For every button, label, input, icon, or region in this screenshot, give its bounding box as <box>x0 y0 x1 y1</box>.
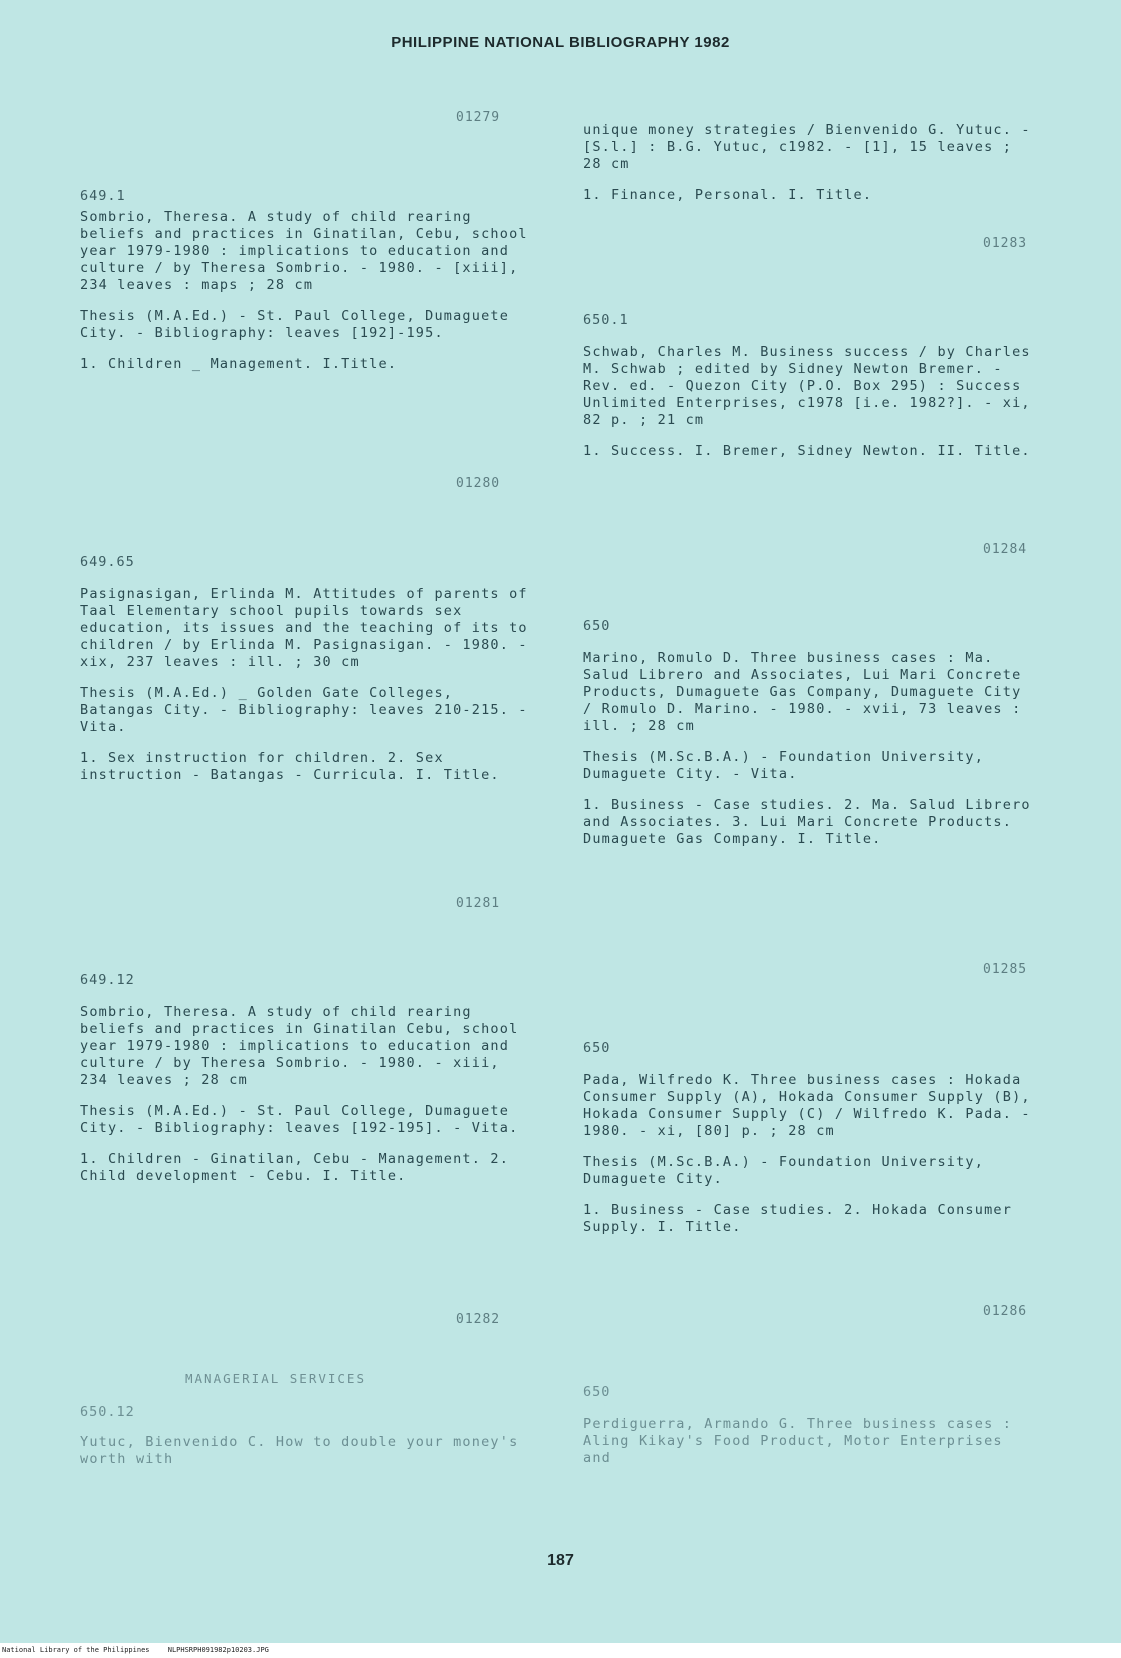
entry-description: unique money strategies / Bienvenido G. Yutuc. - [S.l.] : B.G. Yutuc, c1982. - [1], 15 leaves ; 28 cm <box>583 122 1031 172</box>
entry-description: Sombrio, Theresa. A study of child rearing beliefs and practices in Ginatilan Cebu, school year 1979-1980 : implications to education and culture / by Theresa Sombrio. - 1980. - xiii, 234 leaves ; 28 cm <box>80 1004 519 1088</box>
footer-file: NLPHSRPH091982p10203.JPG <box>167 1646 269 1654</box>
accession-number: 01286 <box>983 1304 1028 1319</box>
entry-subjects: 1. Business - Case studies. 2. Hokada Consumer Supply. I. Title. <box>583 1202 1013 1235</box>
bibliographic-entry <box>80 1404 530 1482</box>
entry-subjects: 1. Business - Case studies. 2. Ma. Salud Librero and Associates. 3. Lui Mari Concrete Products. Dumaguete Gas Company. I. Title. <box>583 797 1031 847</box>
page-number: 187 <box>547 1552 574 1569</box>
entry-subjects: 1. Success. I. Bremer, Sidney Newton. II. Title. <box>583 443 1031 459</box>
accession-number: 01280 <box>456 476 501 491</box>
entry-note: Thesis (M.A.Ed.) - St. Paul College, Dumaguete City. - Bibliography: leaves [192-195]. - Vita. <box>80 1103 519 1136</box>
entry-description: Pasignasigan, Erlinda M. Attitudes of parents of Taal Elementary school pupils towards sex education, its issues and the teaching of its to children / by Erlinda M. Pasignasigan. - 1980. - xix, 237 leaves : ill. ; 30 cm <box>80 586 528 670</box>
entry-note: Thesis (M.A.Ed.) _ Golden Gate Colleges, Batangas City. - Bibliography: leaves 210-215. - Vita. <box>80 685 528 735</box>
section-heading: MANAGERIAL SERVICES <box>185 1371 366 1386</box>
accession-number: 01282 <box>456 1312 501 1327</box>
classification-number: 649.12 <box>80 972 135 988</box>
accession-number: 01284 <box>983 542 1028 557</box>
bibliographic-entry <box>80 972 530 1199</box>
classification-number: 650.1 <box>583 312 629 328</box>
page-header: PHILIPPINE NATIONAL BIBLIOGRAPHY 1982 <box>391 34 730 51</box>
bibliographic-entry <box>80 188 530 387</box>
scan-footer <box>0 1643 1121 1658</box>
classification-number: 650.12 <box>80 1404 135 1420</box>
accession-number: 01283 <box>983 236 1028 251</box>
bibliographic-entry-continued <box>583 122 1033 218</box>
bibliographic-entry <box>583 1384 1033 1481</box>
accession-number: 01281 <box>456 896 501 911</box>
entry-description: Perdiguerra, Armando G. Three business cases : Aling Kikay's Food Product, Motor Enterprises and <box>583 1416 1013 1466</box>
entry-description: Schwab, Charles M. Business success / by Charles M. Schwab ; edited by Sidney Newton Bremer. - Rev. ed. - Quezon City (P.O. Box 295) : Success Unlimited Enterprises, c1978 [i.e. 1982?]. - xi, 82 p. ; 21 cm <box>583 344 1031 428</box>
entry-note: Thesis (M.Sc.B.A.) - Foundation University, Dumaguete City. - Vita. <box>583 749 985 782</box>
entry-subjects: 1. Children - Ginatilan, Cebu - Management. 2. Child development - Cebu. I. Title. <box>80 1151 510 1184</box>
footer-library: National Library of the Philippines <box>2 1646 150 1654</box>
entry-subjects: 1. Sex instruction for children. 2. Sex instruction - Batangas - Curricula. I. Title. <box>80 750 500 783</box>
bibliographic-entry <box>583 1040 1033 1250</box>
bibliographic-entry <box>583 618 1033 862</box>
classification-number: 650 <box>583 1040 611 1056</box>
entry-subjects: 1. Children _ Management. I.Title. <box>80 356 398 372</box>
entry-description: Pada, Wilfredo K. Three business cases : Hokada Consumer Supply (A), Hokada Consumer Supply (B), Hokada Consumer Supply (C) / Wilfredo K. Pada. - 1980. - xi, [80] p. ; 28 cm <box>583 1072 1031 1139</box>
accession-number: 01279 <box>456 110 501 125</box>
entry-description: Yutuc, Bienvenido C. How to double your money's worth with <box>80 1434 519 1467</box>
entry-note: Thesis (M.Sc.B.A.) - Foundation University, Dumaguete City. <box>583 1154 985 1187</box>
bibliographic-entry <box>583 312 1033 474</box>
entry-note: Thesis (M.A.Ed.) - St. Paul College, Dumaguete City. - Bibliography: leaves [192]-195. <box>80 308 510 341</box>
entry-subjects: 1. Finance, Personal. I. Title. <box>583 187 873 203</box>
classification-number: 650 <box>583 1384 611 1400</box>
classification-number: 649.65 <box>80 554 135 570</box>
bibliographic-entry <box>80 554 530 798</box>
classification-number: 649.1 <box>80 188 126 204</box>
entry-description: Marino, Romulo D. Three business cases : Ma. Salud Librero and Associates, Lui Mari Concrete Products, Dumaguete Gas Company, Dumaguete City / Romulo D. Marino. - 1980. - xvii, 73 leaves : ill. ; 28 cm <box>583 650 1022 734</box>
entry-description: Sombrio, Theresa. A study of child rearing beliefs and practices in Ginatilan, Cebu, school year 1979-1980 : implications to education and culture / by Theresa Sombrio. - 1980. - [xiii], 234 leaves : maps ; 28 cm <box>80 209 528 293</box>
classification-number: 650 <box>583 618 611 634</box>
accession-number: 01285 <box>983 962 1028 977</box>
